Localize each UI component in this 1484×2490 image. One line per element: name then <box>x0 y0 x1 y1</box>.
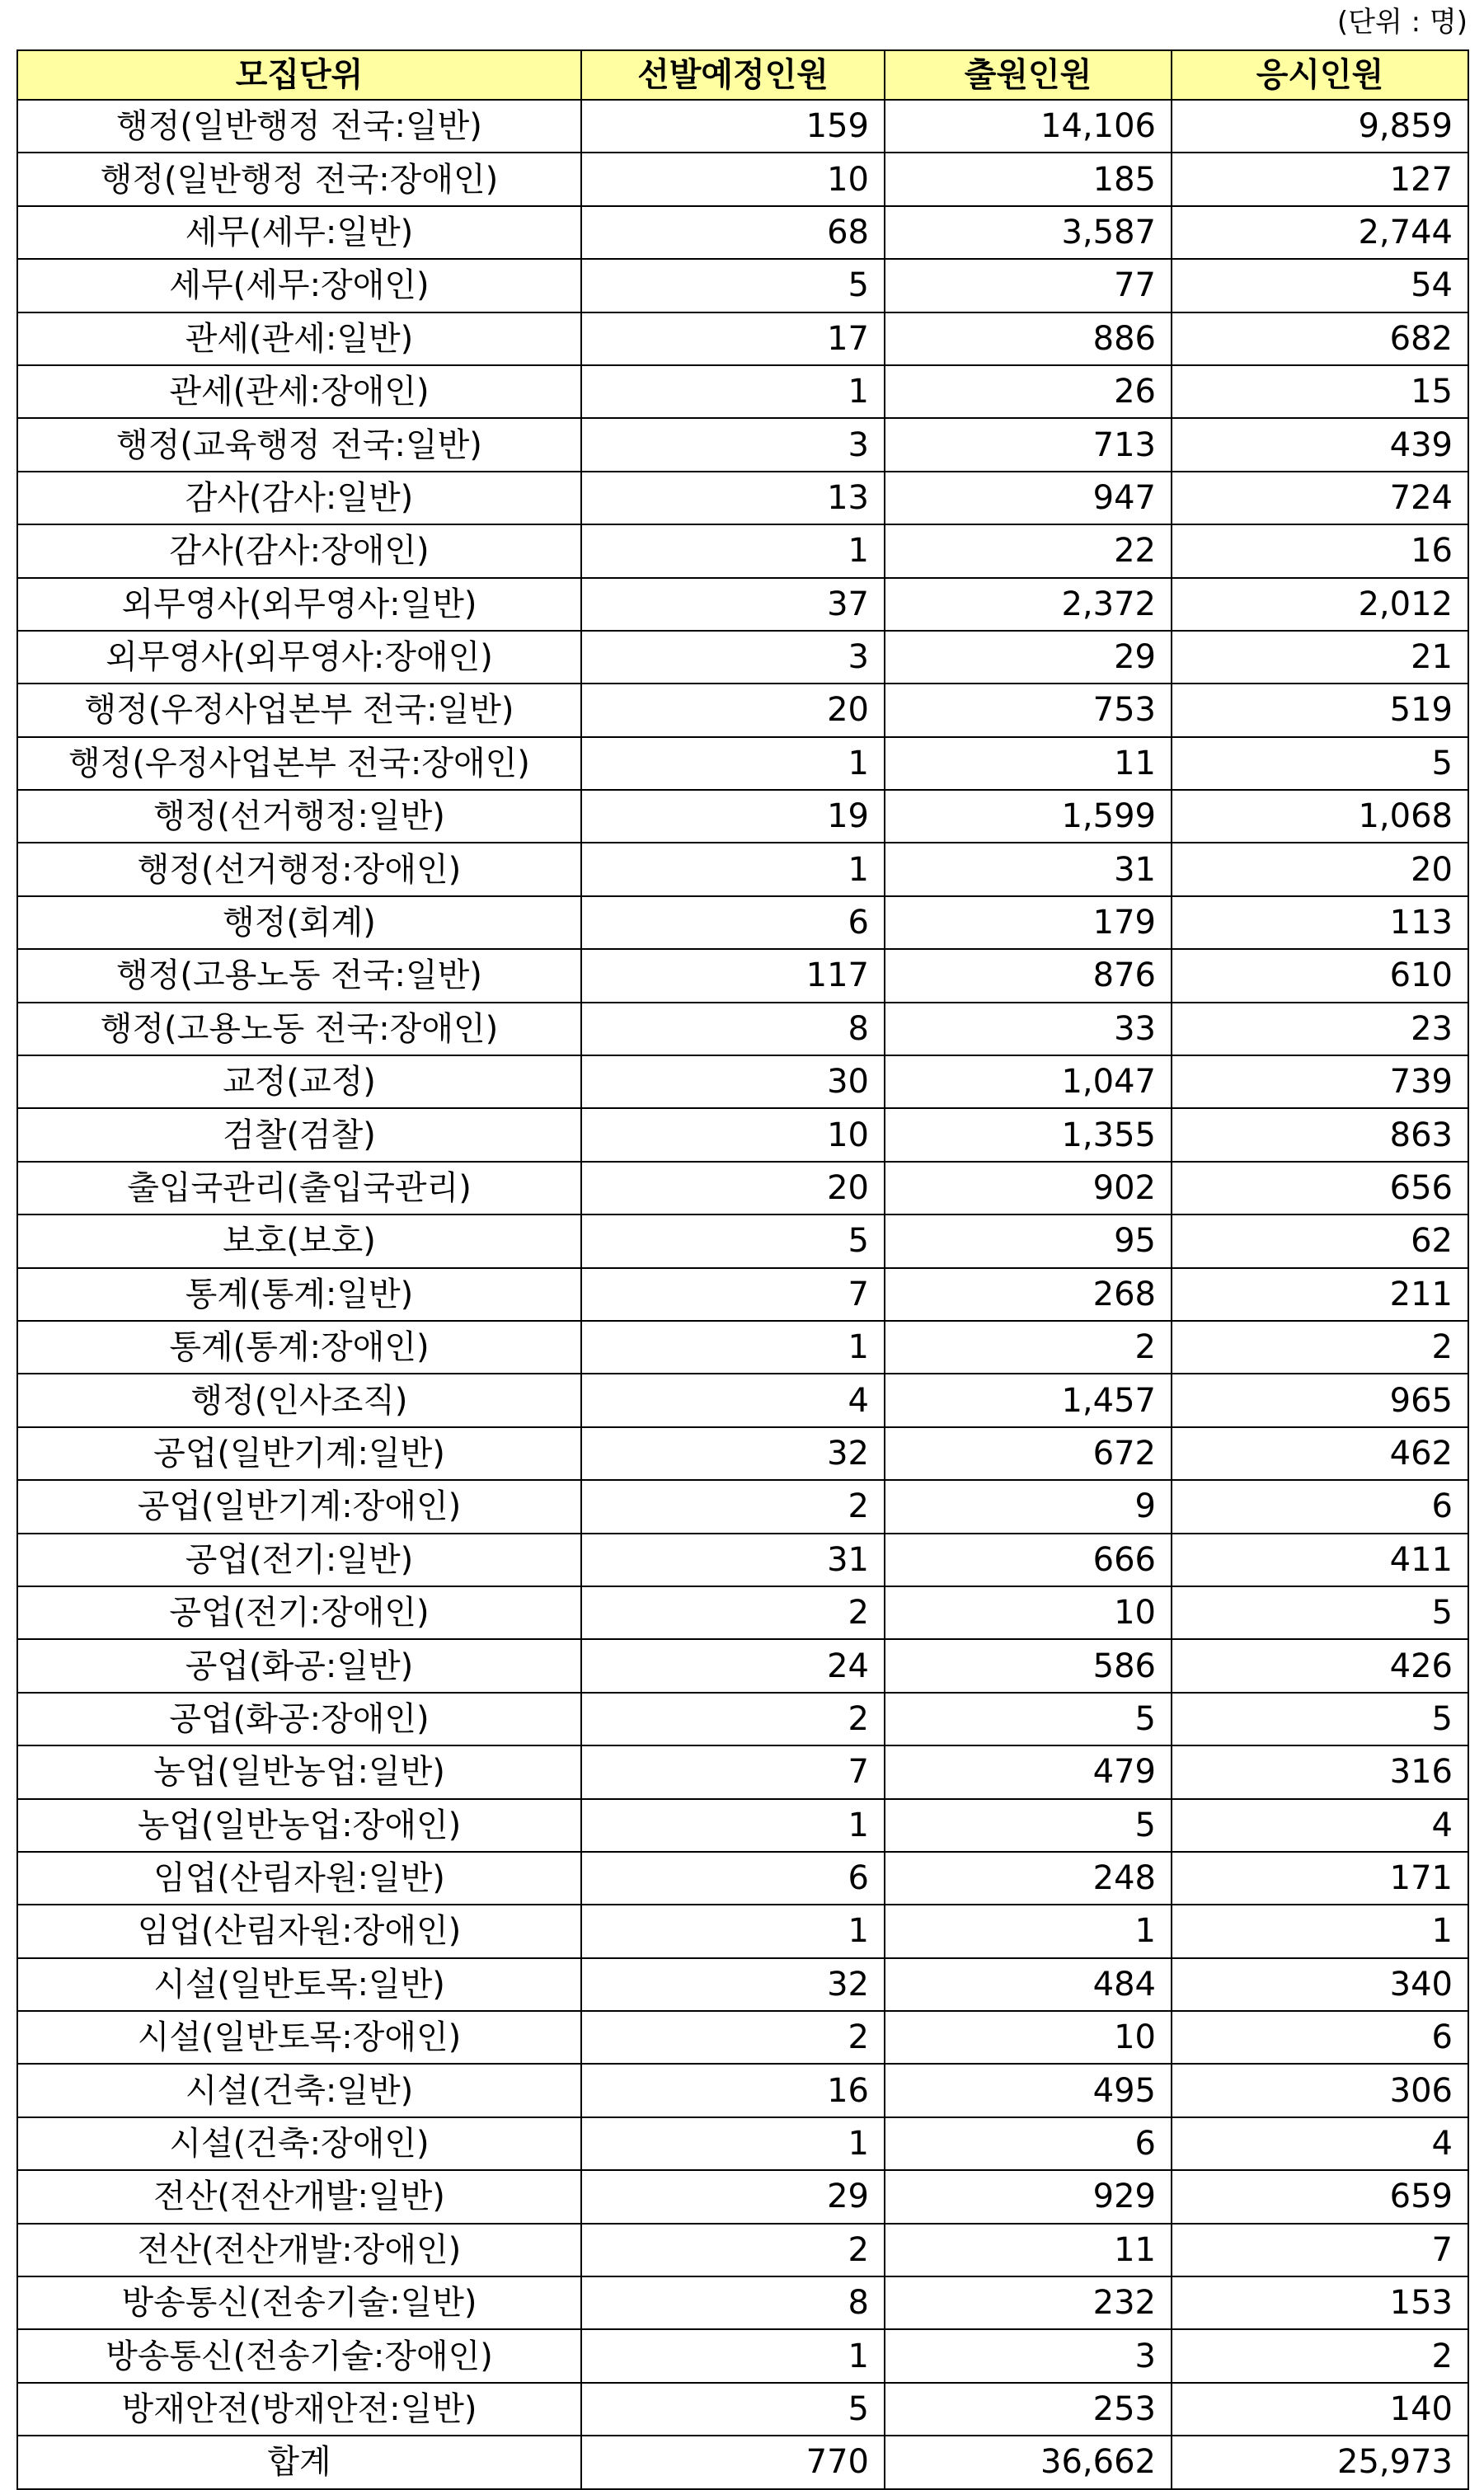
planned-count-cell: 2 <box>581 1693 885 1745</box>
examinee-count-cell: 306 <box>1172 2064 1468 2116</box>
recruit-unit-cell: 공업(전기:일반) <box>17 1534 581 1586</box>
applicant-count-cell: 33 <box>885 1003 1172 1055</box>
examinee-count-cell: 610 <box>1172 949 1468 1002</box>
planned-count-cell: 770 <box>581 2436 885 2488</box>
table-row <box>17 843 1468 895</box>
total-row <box>17 2436 1468 2488</box>
applicant-count-cell: 876 <box>885 949 1172 1002</box>
examinee-count-cell: 113 <box>1172 896 1468 949</box>
recruit-unit-cell: 행정(일반행정 전국:장애인) <box>17 153 581 205</box>
examinee-count-cell: 21 <box>1172 631 1468 684</box>
applicant-count-cell: 26 <box>885 365 1172 418</box>
planned-count-cell: 7 <box>581 1268 885 1321</box>
planned-count-cell: 31 <box>581 1534 885 1586</box>
examinee-count-cell: 4 <box>1172 2117 1468 2170</box>
planned-count-cell: 2 <box>581 1586 885 1639</box>
examinee-count-cell: 7 <box>1172 2224 1468 2276</box>
planned-count-cell: 10 <box>581 1108 885 1161</box>
recruit-unit-cell: 감사(감사:장애인) <box>17 524 581 577</box>
examinee-count-cell: 2 <box>1172 1321 1468 1374</box>
examinee-count-cell: 15 <box>1172 365 1468 418</box>
examinee-count-cell: 2,012 <box>1172 578 1468 631</box>
recruit-unit-cell: 행정(선거행정:장애인) <box>17 843 581 895</box>
table-row <box>17 2276 1468 2329</box>
table-row <box>17 1055 1468 1108</box>
examinee-count-cell: 659 <box>1172 2170 1468 2223</box>
planned-count-cell: 8 <box>581 2276 885 2329</box>
examinee-count-cell: 462 <box>1172 1427 1468 1480</box>
recruit-unit-cell: 방송통신(전송기술:일반) <box>17 2276 581 2329</box>
examinee-count-cell: 439 <box>1172 418 1468 471</box>
recruit-unit-cell: 보호(보호) <box>17 1214 581 1267</box>
table-row <box>17 1905 1468 1957</box>
recruit-unit-cell: 행정(고용노동 전국:일반) <box>17 949 581 1002</box>
recruit-unit-cell: 공업(화공:장애인) <box>17 1693 581 1745</box>
applicant-count-cell: 947 <box>885 472 1172 524</box>
planned-count-cell: 5 <box>581 1214 885 1267</box>
recruit-unit-cell: 세무(세무:일반) <box>17 206 581 259</box>
planned-count-cell: 1 <box>581 843 885 895</box>
recruit-unit-cell: 통계(통계:장애인) <box>17 1321 581 1374</box>
planned-count-cell: 1 <box>581 524 885 577</box>
recruit-unit-cell: 시설(건축:일반) <box>17 2064 581 2116</box>
table-row <box>17 1427 1468 1480</box>
recruit-unit-cell: 행정(우정사업본부 전국:장애인) <box>17 737 581 790</box>
table-row <box>17 1268 1468 1321</box>
examinee-count-cell: 9,859 <box>1172 100 1468 153</box>
applicant-count-cell: 14,106 <box>885 100 1172 153</box>
recruit-unit-cell: 검찰(검찰) <box>17 1108 581 1161</box>
applicant-count-cell: 1 <box>885 1905 1172 1957</box>
planned-count-cell: 7 <box>581 1745 885 1798</box>
table-row <box>17 1852 1468 1905</box>
examinee-count-cell: 140 <box>1172 2383 1468 2436</box>
applicant-count-cell: 10 <box>885 1586 1172 1639</box>
planned-count-cell: 29 <box>581 2170 885 2223</box>
table-row <box>17 1321 1468 1374</box>
recruit-unit-cell: 감사(감사:일반) <box>17 472 581 524</box>
planned-count-cell: 1 <box>581 1321 885 1374</box>
planned-count-cell: 37 <box>581 578 885 631</box>
applicant-count-cell: 1,355 <box>885 1108 1172 1161</box>
recruit-unit-cell: 임업(산림자원:장애인) <box>17 1905 581 1957</box>
examinee-count-cell: 153 <box>1172 2276 1468 2329</box>
header-recruit-unit: 모집단위 <box>17 50 581 100</box>
header-applicants: 출원인원 <box>885 50 1172 100</box>
table-row <box>17 206 1468 259</box>
applicant-count-cell: 479 <box>885 1745 1172 1798</box>
planned-count-cell: 17 <box>581 312 885 365</box>
table-row <box>17 2224 1468 2276</box>
examinee-count-cell: 1,068 <box>1172 790 1468 843</box>
planned-count-cell: 13 <box>581 472 885 524</box>
table-row <box>17 1534 1468 1586</box>
planned-count-cell: 20 <box>581 1162 885 1214</box>
examinee-count-cell: 656 <box>1172 1162 1468 1214</box>
table-row <box>17 1693 1468 1745</box>
applicant-count-cell: 11 <box>885 2224 1172 2276</box>
applicant-count-cell: 929 <box>885 2170 1172 2223</box>
table-row <box>17 2117 1468 2170</box>
recruit-unit-cell: 합계 <box>17 2436 581 2488</box>
applicant-count-cell: 9 <box>885 1480 1172 1533</box>
recruit-unit-cell: 전산(전산개발:장애인) <box>17 2224 581 2276</box>
examinee-count-cell: 519 <box>1172 684 1468 736</box>
recruit-unit-cell: 관세(관세:일반) <box>17 312 581 365</box>
applicant-count-cell: 232 <box>885 2276 1172 2329</box>
table-row <box>17 312 1468 365</box>
table-body <box>17 100 1468 2489</box>
applicant-count-cell: 3 <box>885 2329 1172 2382</box>
examinee-count-cell: 62 <box>1172 1214 1468 1267</box>
applicant-count-cell: 77 <box>885 259 1172 312</box>
examinee-count-cell: 6 <box>1172 1480 1468 1533</box>
table-row <box>17 100 1468 153</box>
planned-count-cell: 10 <box>581 153 885 205</box>
applicant-count-cell: 6 <box>885 2117 1172 2170</box>
examinee-count-cell: 6 <box>1172 2011 1468 2064</box>
recruit-unit-cell: 외무영사(외무영사:장애인) <box>17 631 581 684</box>
planned-count-cell: 32 <box>581 1427 885 1480</box>
applicant-count-cell: 1,457 <box>885 1374 1172 1426</box>
table-row <box>17 2329 1468 2382</box>
examinee-count-cell: 23 <box>1172 1003 1468 1055</box>
examinee-count-cell: 863 <box>1172 1108 1468 1161</box>
recruit-unit-cell: 시설(일반토목:장애인) <box>17 2011 581 2064</box>
applicant-count-cell: 248 <box>885 1852 1172 1905</box>
applicant-count-cell: 713 <box>885 418 1172 471</box>
table-row <box>17 1480 1468 1533</box>
recruit-unit-cell: 행정(회계) <box>17 896 581 949</box>
applicant-count-cell: 886 <box>885 312 1172 365</box>
planned-count-cell: 1 <box>581 2329 885 2382</box>
recruit-unit-cell: 농업(일반농업:장애인) <box>17 1799 581 1852</box>
table-row <box>17 418 1468 471</box>
planned-count-cell: 5 <box>581 2383 885 2436</box>
planned-count-cell: 2 <box>581 1480 885 1533</box>
planned-count-cell: 6 <box>581 1852 885 1905</box>
planned-count-cell: 117 <box>581 949 885 1002</box>
applicant-count-cell: 3,587 <box>885 206 1172 259</box>
examinee-count-cell: 54 <box>1172 259 1468 312</box>
applicant-count-cell: 2 <box>885 1321 1172 1374</box>
examinee-count-cell: 171 <box>1172 1852 1468 1905</box>
planned-count-cell: 1 <box>581 1905 885 1957</box>
applicant-count-cell: 586 <box>885 1639 1172 1692</box>
planned-count-cell: 6 <box>581 896 885 949</box>
examinee-count-cell: 5 <box>1172 737 1468 790</box>
table-row <box>17 2064 1468 2116</box>
recruit-unit-cell: 공업(화공:일반) <box>17 1639 581 1692</box>
applicant-count-cell: 179 <box>885 896 1172 949</box>
recruit-unit-cell: 교정(교정) <box>17 1055 581 1108</box>
applicant-count-cell: 495 <box>885 2064 1172 2116</box>
applicant-count-cell: 1,599 <box>885 790 1172 843</box>
recruit-unit-cell: 통계(통계:일반) <box>17 1268 581 1321</box>
planned-count-cell: 68 <box>581 206 885 259</box>
examinee-count-cell: 340 <box>1172 1958 1468 2011</box>
applicant-count-cell: 5 <box>885 1799 1172 1852</box>
planned-count-cell: 24 <box>581 1639 885 1692</box>
header-row <box>17 50 1468 100</box>
table-row <box>17 896 1468 949</box>
recruit-unit-cell: 방송통신(전송기술:장애인) <box>17 2329 581 2382</box>
examinee-count-cell: 4 <box>1172 1799 1468 1852</box>
table-row <box>17 259 1468 312</box>
recruit-unit-cell: 행정(우정사업본부 전국:일반) <box>17 684 581 736</box>
table-row <box>17 1639 1468 1692</box>
examinee-count-cell: 682 <box>1172 312 1468 365</box>
planned-count-cell: 30 <box>581 1055 885 1108</box>
examinee-count-cell: 5 <box>1172 1693 1468 1745</box>
examinee-count-cell: 2 <box>1172 2329 1468 2382</box>
examinee-count-cell: 2,744 <box>1172 206 1468 259</box>
recruit-unit-cell: 행정(교육행정 전국:일반) <box>17 418 581 471</box>
table-row <box>17 1003 1468 1055</box>
recruit-unit-cell: 공업(전기:장애인) <box>17 1586 581 1639</box>
applicant-count-cell: 484 <box>885 1958 1172 2011</box>
examinee-count-cell: 426 <box>1172 1639 1468 1692</box>
examinee-count-cell: 16 <box>1172 524 1468 577</box>
table-row <box>17 1108 1468 1161</box>
applicant-count-cell: 29 <box>885 631 1172 684</box>
examinee-count-cell: 127 <box>1172 153 1468 205</box>
table-row <box>17 578 1468 631</box>
applicant-count-cell: 22 <box>885 524 1172 577</box>
table-row <box>17 631 1468 684</box>
examinee-count-cell: 965 <box>1172 1374 1468 1426</box>
applicant-count-cell: 902 <box>885 1162 1172 1214</box>
planned-count-cell: 32 <box>581 1958 885 2011</box>
applicant-count-cell: 36,662 <box>885 2436 1172 2488</box>
table-row <box>17 524 1468 577</box>
planned-count-cell: 19 <box>581 790 885 843</box>
applicant-count-cell: 753 <box>885 684 1172 736</box>
recruit-unit-cell: 행정(인사조직) <box>17 1374 581 1426</box>
table-row <box>17 1799 1468 1852</box>
recruit-unit-cell: 방재안전(방재안전:일반) <box>17 2383 581 2436</box>
planned-count-cell: 1 <box>581 365 885 418</box>
applicant-count-cell: 95 <box>885 1214 1172 1267</box>
table-row <box>17 365 1468 418</box>
recruit-unit-cell: 행정(고용노동 전국:장애인) <box>17 1003 581 1055</box>
unit-label: (단위 : 명) <box>1336 6 1468 39</box>
examinee-count-cell: 25,973 <box>1172 2436 1468 2488</box>
planned-count-cell: 16 <box>581 2064 885 2116</box>
applicant-count-cell: 31 <box>885 843 1172 895</box>
recruit-unit-cell: 공업(일반기계:일반) <box>17 1427 581 1480</box>
recruit-unit-cell: 전산(전산개발:일반) <box>17 2170 581 2223</box>
planned-count-cell: 2 <box>581 2224 885 2276</box>
table-row <box>17 737 1468 790</box>
table-row <box>17 2383 1468 2436</box>
recruit-unit-cell: 관세(관세:장애인) <box>17 365 581 418</box>
applicant-count-cell: 185 <box>885 153 1172 205</box>
examinee-count-cell: 411 <box>1172 1534 1468 1586</box>
table-row <box>17 1214 1468 1267</box>
table-row <box>17 2011 1468 2064</box>
examinee-count-cell: 739 <box>1172 1055 1468 1108</box>
applicant-count-cell: 10 <box>885 2011 1172 2064</box>
table-row <box>17 949 1468 1002</box>
planned-count-cell: 5 <box>581 259 885 312</box>
planned-count-cell: 2 <box>581 2011 885 2064</box>
table-row <box>17 1745 1468 1798</box>
applicant-count-cell: 2,372 <box>885 578 1172 631</box>
planned-count-cell: 20 <box>581 684 885 736</box>
applicant-count-cell: 5 <box>885 1693 1172 1745</box>
table-row <box>17 1374 1468 1426</box>
recruit-unit-cell: 임업(산림자원:일반) <box>17 1852 581 1905</box>
examinee-count-cell: 211 <box>1172 1268 1468 1321</box>
planned-count-cell: 159 <box>581 100 885 153</box>
examinee-count-cell: 5 <box>1172 1586 1468 1639</box>
applicant-count-cell: 672 <box>885 1427 1172 1480</box>
applicant-count-cell: 1,047 <box>885 1055 1172 1108</box>
applicant-count-cell: 11 <box>885 737 1172 790</box>
planned-count-cell: 1 <box>581 1799 885 1852</box>
table-row <box>17 472 1468 524</box>
table-row <box>17 2170 1468 2223</box>
planned-count-cell: 3 <box>581 631 885 684</box>
applicant-count-cell: 253 <box>885 2383 1172 2436</box>
recruit-unit-cell: 출입국관리(출입국관리) <box>17 1162 581 1214</box>
table-row <box>17 1162 1468 1214</box>
table-row <box>17 684 1468 736</box>
planned-count-cell: 3 <box>581 418 885 471</box>
recruit-unit-cell: 세무(세무:장애인) <box>17 259 581 312</box>
recruit-unit-cell: 외무영사(외무영사:일반) <box>17 578 581 631</box>
examinee-count-cell: 20 <box>1172 843 1468 895</box>
recruit-unit-cell: 공업(일반기계:장애인) <box>17 1480 581 1533</box>
recruit-unit-cell: 시설(건축:장애인) <box>17 2117 581 2170</box>
planned-count-cell: 8 <box>581 1003 885 1055</box>
recruit-unit-cell: 행정(선거행정:일반) <box>17 790 581 843</box>
planned-count-cell: 4 <box>581 1374 885 1426</box>
examinee-count-cell: 1 <box>1172 1905 1468 1957</box>
header-planned: 선발예정인원 <box>581 50 885 100</box>
planned-count-cell: 1 <box>581 2117 885 2170</box>
recruitment-table <box>16 49 1469 2490</box>
planned-count-cell: 1 <box>581 737 885 790</box>
recruit-unit-cell: 시설(일반토목:일반) <box>17 1958 581 2011</box>
examinee-count-cell: 724 <box>1172 472 1468 524</box>
table-row <box>17 153 1468 205</box>
table-row <box>17 1958 1468 2011</box>
table-row <box>17 790 1468 843</box>
examinee-count-cell: 316 <box>1172 1745 1468 1798</box>
recruit-unit-cell: 행정(일반행정 전국:일반) <box>17 100 581 153</box>
applicant-count-cell: 666 <box>885 1534 1172 1586</box>
applicant-count-cell: 268 <box>885 1268 1172 1321</box>
recruit-unit-cell: 농업(일반농업:일반) <box>17 1745 581 1798</box>
header-examinees: 응시인원 <box>1172 50 1468 100</box>
table-row <box>17 1586 1468 1639</box>
